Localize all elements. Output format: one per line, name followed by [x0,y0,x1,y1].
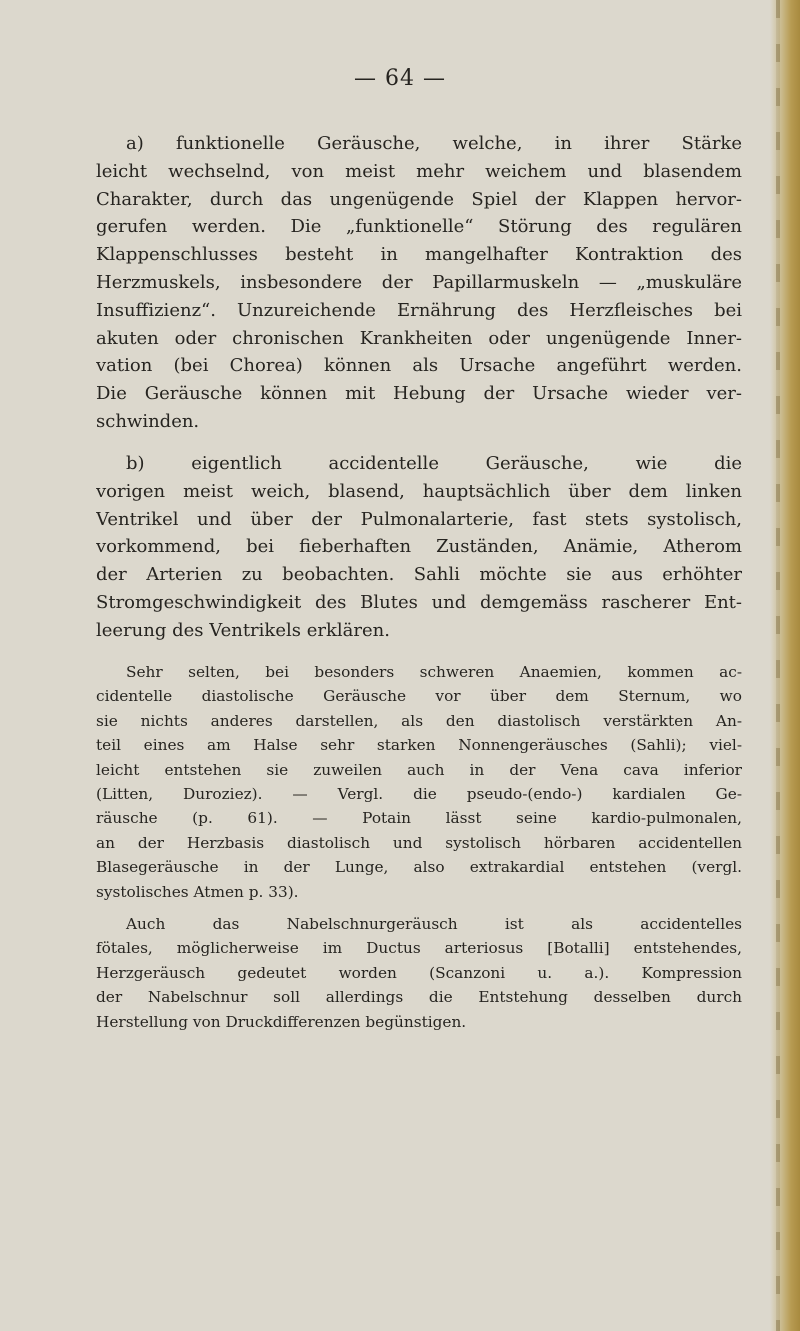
text-line: Herzgeräusch gedeutet worden (Scanzoni u. a.). Kompression [96,963,742,982]
text-line: an der Herzbasis diastolisch und systolisch hörbaren accidentellen [96,833,742,852]
text-line: räusche (p. 61). — Potain lässt seine kardio-pulmonalen, [96,809,742,828]
paragraph-a [96,130,742,436]
text-line: fötales, möglicherweise im Ductus arteriosus [Botalli] entstehendes, [96,939,742,958]
paragraph-b [96,450,742,645]
text-line: cidentelle diastolische Geräusche vor über dem Sternum, wo [96,687,742,706]
text-line: Klappenschlusses besteht in mangelhafter Kontraktion des [96,244,742,266]
paragraph-d [96,912,742,1034]
page-edge-shadow [770,0,800,1331]
text-line: akuten oder chronischen Krankheiten oder ungenügende Inner- [96,327,742,349]
text-line: Herstellung von Druckdifferenzen begünstigen. [96,1012,467,1031]
text-line: Ventrikel und über der Pulmonalarterie, fast stets systolisch, [96,508,742,530]
text-line: vorigen meist weich, blasend, hauptsächlich über dem linken [96,480,742,502]
text-line: gerufen werden. Die „funktionelle“ Störung des regulären [96,216,742,238]
text-line: Auch das Nabelschnurgeräusch ist als accidentelles [126,915,742,933]
text-line: Charakter, durch das ungenügende Spiel der Klappen hervor- [96,188,742,210]
text-line: schwinden. [96,410,200,432]
paragraph-c [96,660,742,904]
text-line: Blasegeräusche in der Lunge, also extrakardial entstehen (vergl. [96,858,742,877]
text-line: (Litten, Duroziez). — Vergl. die pseudo-(endo-) kardialen Ge- [96,785,742,804]
text-line: Sehr selten, bei besonders schweren Anaemien, kommen ac- [126,663,742,681]
text-line: der Arterien zu beobachten. Sahli möchte sie aus erhöhter [96,564,742,586]
text-line: leerung des Ventrikels erklären. [96,619,390,641]
text-line: Stromgeschwindigkeit des Blutes und demgemäss rascherer Ent- [96,591,742,613]
text-line: Insuffizienz“. Unzureichende Ernährung des Herzfleisches bei [96,299,742,321]
text-line: sie nichts anderes darstellen, als den diastolisch verstärkten An- [96,711,742,730]
text-line: teil eines am Halse sehr starken Nonnengeräusches (Sahli); viel- [96,736,742,755]
page-number: — 64 — [354,66,446,91]
text-line: vation (bei Chorea) können als Ursache angeführt werden. [96,355,742,377]
text-line: a) funktionelle Geräusche, welche, in ihrer Stärke [126,133,742,154]
text-line: Die Geräusche können mit Hebung der Ursache wieder ver- [96,383,742,405]
text-line: leicht wechselnd, von meist mehr weichem und blasendem [96,160,742,182]
text-line: b) eigentlich accidentelle Geräusche, wie die [126,453,742,474]
text-line: leicht entstehen sie zuweilen auch in der Vena cava inferior [96,760,742,779]
text-line: der Nabelschnur soll allerdings die Entstehung desselben durch [96,988,742,1007]
text-line: systolisches Atmen p. 33). [96,882,299,901]
text-line: Herzmuskels, insbesondere der Papillarmuskeln — „muskuläre [96,271,742,293]
text-line: vorkommend, bei fieberhaften Zuständen, Anämie, Atherom [96,536,742,558]
